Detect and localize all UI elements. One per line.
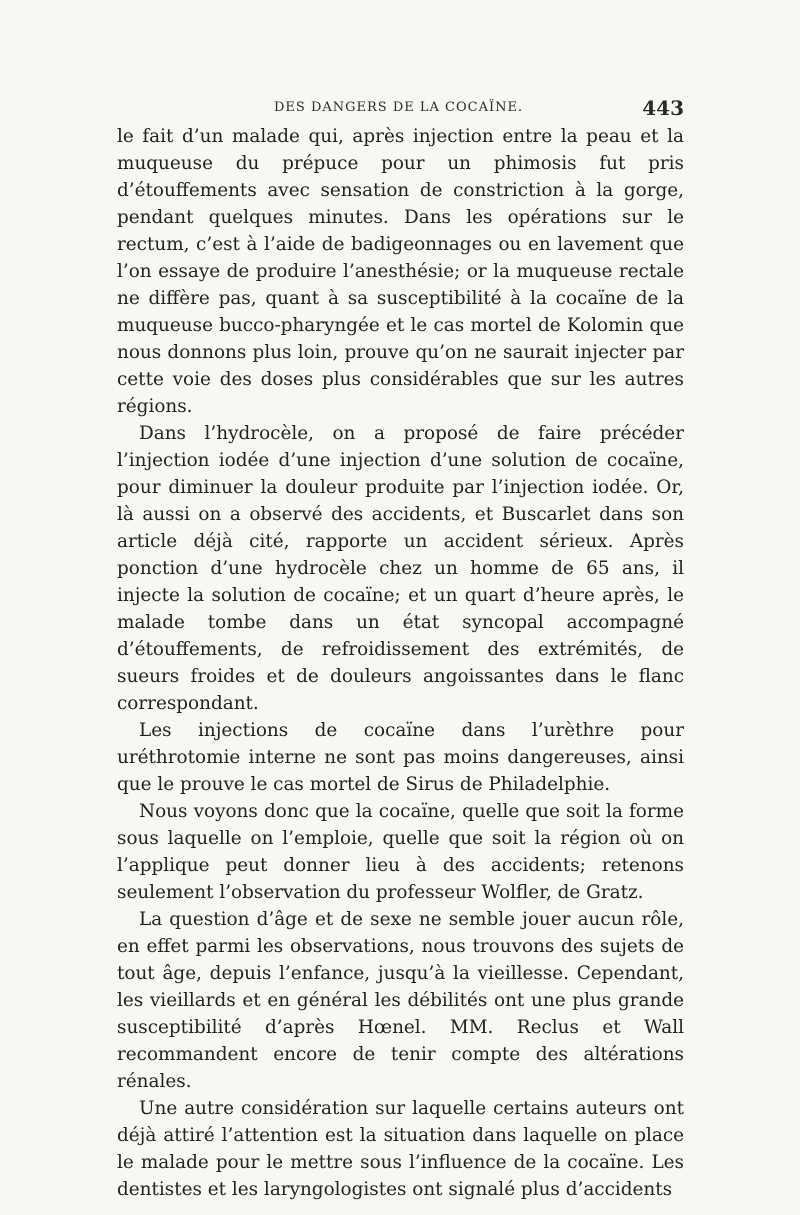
paragraph-5: La question d’âge et de sexe ne semble jouer aucun rôle, en effet parmi les observations, nous trouvons des sujets de tout âge, depuis l’enfance, jusqu’à la vieillesse. Cependant, les vieillards et en général les débilités ont une plus grande susceptibilité d’après Hœnel. MM. Reclus et Wall recommandent encore de tenir compte des altérations rénales.: [117, 909, 684, 1092]
paragraph-2: Dans l’hydrocèle, on a proposé de faire précéder l’injection iodée d’une injection d’une solution de cocaïne, pour diminuer la douleur produite par l’injection iodée. Or, là aussi on a observé des accidents, et Buscarlet dans son article déjà cité, rapporte un accident sérieux. Après ponction d’une hydrocèle chez un homme de 65 ans, il injecte la solution de cocaïne; et un quart d’heure après, le malade tombe dans un état syncopal accompagné d’étouffements, de refroidissement des extrémités, de sueurs froides et de douleurs angoissantes dans le flanc correspondant.: [117, 423, 684, 714]
running-head: DES DANGERS DE LA COCAÏNE.: [274, 100, 524, 115]
paragraph-6: Une autre considération sur laquelle certains auteurs ont déjà attiré l’attention est la situation dans laquelle on place le malade pour le mettre sous l’influence de la cocaïne. Les dentistes et les laryngologistes ont signalé plus d’accidents: [117, 1098, 684, 1200]
page-number: 443: [642, 96, 684, 120]
body-text: [117, 123, 684, 1203]
paragraph-1: le fait d’un malade qui, après injection entre la peau et la muqueuse du prépuce pour un phimosis fut pris d’étouffements avec sensation de constriction à la gorge, pendant quelques minutes. Dans les opérations sur le rectum, c’est à l’aide de badigeonnages ou en lavement que l’on essaye de produire l’anesthésie; or la muqueuse rectale ne diffère pas, quant à sa susceptibilité à la cocaïne de la muqueuse bucco-pharyngée et le cas mortel de Kolomin que nous donnons plus loin, prouve qu’on ne saurait injecter par cette voie des doses plus considérables que sur les autres régions.: [117, 126, 684, 417]
page-header: [118, 98, 684, 122]
paragraph-3: Les injections de cocaïne dans l’urèthre pour uréthrotomie interne ne sont pas moins dangereuses, ainsi que le prouve le cas mortel de Sirus de Philadelphie.: [117, 720, 684, 795]
paragraph-4: Nous voyons donc que la cocaïne, quelle que soit la forme sous laquelle on l’emploie, quelle que soit la région où on l’applique peut donner lieu à des accidents; retenons seulement l’observation du professeur Wolfler, de Gratz.: [117, 801, 684, 903]
